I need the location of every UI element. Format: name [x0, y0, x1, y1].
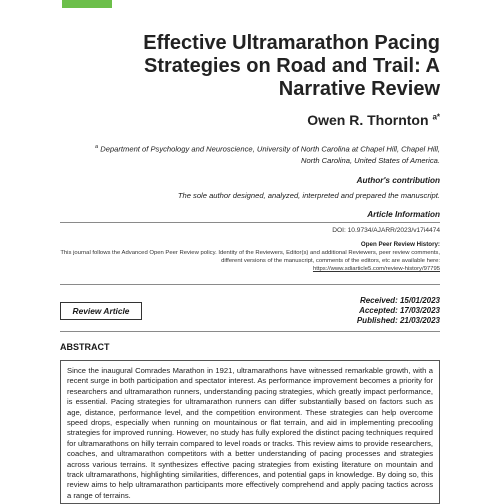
article-type-badge: Review Article: [60, 302, 142, 320]
article-information-heading: Article Information: [367, 210, 440, 219]
author-superscript: a*: [432, 112, 440, 122]
accepted-date: Accepted: 17/03/2023: [359, 306, 440, 315]
review-history-link[interactable]: https://www.sdiarticle5.com/review-history/97795: [312, 266, 440, 272]
open-peer-review-text: [55, 249, 440, 273]
article-title: Effective Ultramarathon Pacing Strategies on Road and Trail: A Narrative Review: [143, 32, 440, 100]
publication-dates: [357, 296, 440, 326]
doi: DOI: 10.9734/AJARR/2023/v17i4474: [332, 227, 440, 234]
affiliation-superscript: a: [95, 144, 99, 150]
open-peer-review-description: This journal follows the Advanced Open Peer Review policy. Identity of the Reviewers, Editor(s) and additional Reviewers, peer review comments, different versions of the manuscript, comments of the editors, etc are available here:: [60, 250, 440, 264]
received-date: Received: 15/01/2023: [359, 296, 440, 305]
author-name-text: Owen R. Thornton: [307, 112, 429, 128]
published-date: Published: 21/03/2023: [356, 316, 440, 325]
affiliation-text: Department of Psychology and Neuroscience, University of North Carolina at Chapel Hill, Chapel Hill, North Carolina, United States of America.: [100, 144, 440, 165]
journal-logo: [62, 0, 112, 8]
contribution-heading: Author's contribution: [356, 176, 440, 185]
open-peer-review-heading: Open Peer Review History:: [360, 241, 440, 248]
divider: [60, 222, 440, 223]
divider: [60, 331, 440, 332]
contribution-text: The sole author designed, analyzed, interpreted and prepared the manuscript.: [177, 191, 440, 200]
abstract-heading: ABSTRACT: [60, 342, 110, 352]
affiliation: [80, 142, 440, 166]
author-name: [307, 112, 440, 128]
divider: [60, 284, 440, 285]
abstract-box: [60, 360, 440, 504]
abstract-text: Since the inaugural Comrades Marathon in 1921, ultramarathons have witnessed remarkable growth, with a recent surge in both participation and spectator interest. As performance improvement becomes a priority for researchers and ultramarathon runners, understanding pacing strategies, which greatly impact performance, is essential. Pacing strategies for ultramarathon runners can differ substantially based on factors such as age, distance, performance level, and the competition environment. These strategies can help overcome speed drops, especially when running on mountainous or flat terrain, and aid in implementing precooling strategies for improved running. However, no study has fully explored the distinct pacing techniques required for ultramarathons on hilly terrain compared to level roads or tracks. This review aims to provide researchers, coaches, and ultramarathon competitors with a better understanding of pacing processes and strategies across various terrains. It synthesizes effective pacing strategies from existing literature on mountain and track ultramarathons, highlighting similarities, differences, and potential gaps in knowledge. By doing so, this review aims to help ultramarathon participants more effectively comprehend and apply pacing tactics across a range of terrains.: [67, 366, 433, 500]
